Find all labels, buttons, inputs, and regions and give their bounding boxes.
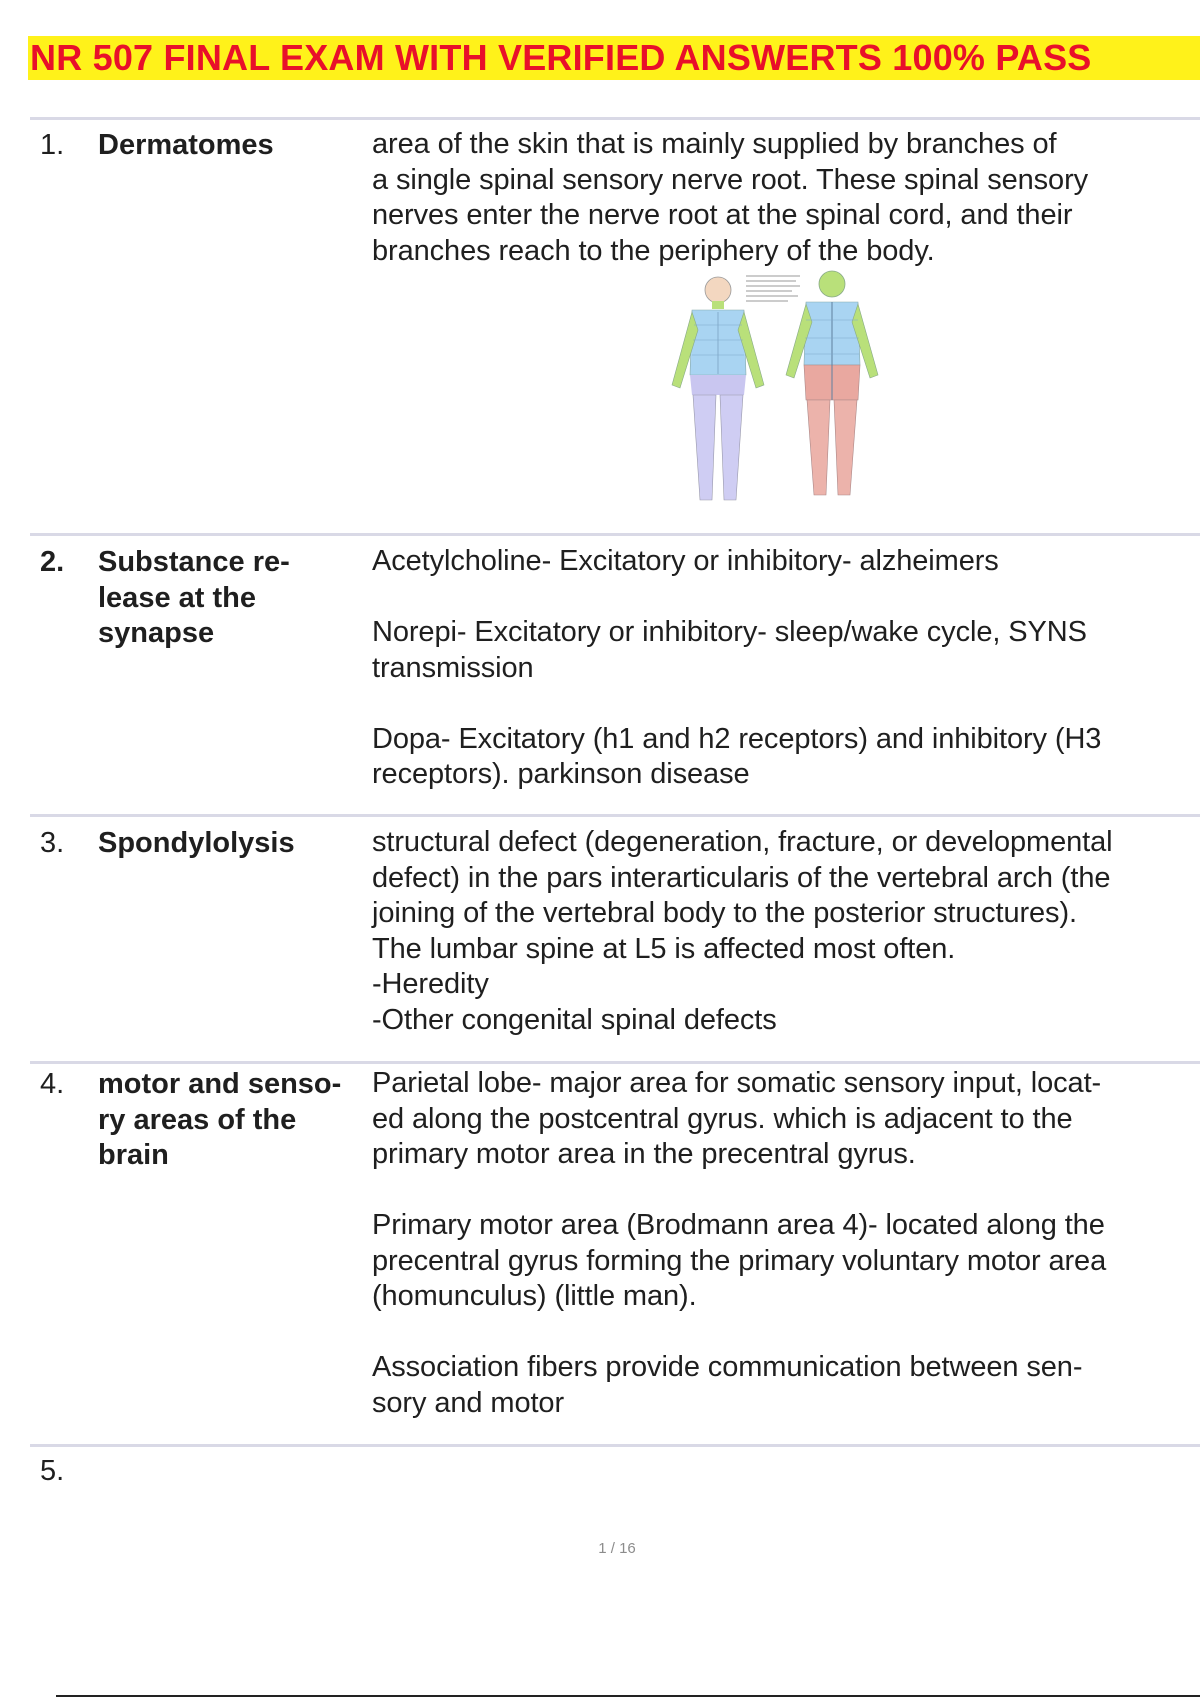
row-divider <box>30 117 1200 120</box>
definition <box>372 544 1200 793</box>
definition-line <box>372 1173 1200 1209</box>
definition-line: ed along the postcentral gyrus. which is adjacent to the <box>372 1102 1073 1135</box>
row-divider <box>30 1444 1200 1447</box>
title-banner <box>28 36 1200 80</box>
term-line: ry areas of the <box>98 1103 297 1136</box>
definition-line: branches reach to the periphery of the body. <box>372 234 935 267</box>
definition-line: defect) in the pars interarticularis of the vertebral arch (the <box>372 861 1111 894</box>
item-number: 4. <box>40 1068 65 1100</box>
definition-line: receptors). parkinson disease <box>372 758 750 790</box>
definition-line: precentral gyrus forming the primary voluntary motor area <box>372 1244 1107 1277</box>
definition-line: sory and motor <box>372 1386 565 1419</box>
page-indicator: 1 / 16 <box>598 1540 636 1557</box>
definition-line: Dopa- Excitatory (h1 and h2 receptors) and inhibitory (H3 <box>372 722 1102 755</box>
definition-line: transmission <box>372 651 534 684</box>
term-line: motor and senso- <box>98 1068 342 1100</box>
dermatome-body-map-icon <box>660 270 900 515</box>
definition-line: -Other congenital spinal defects <box>372 1003 777 1036</box>
front-body-figure <box>672 277 764 500</box>
definition-line: Norepi- Excitatory or inhibitory- sleep/wake cycle, SYNS <box>372 616 1087 648</box>
item-number: 1. <box>40 129 65 161</box>
definition-line <box>372 1315 1200 1351</box>
figure-caption <box>744 272 804 306</box>
definition-line: primary motor area in the precentral gyrus. <box>372 1138 916 1170</box>
term-line: Dermatomes <box>98 129 274 161</box>
definition-line: -Heredity <box>372 968 489 1000</box>
definition-line: Association fibers provide communication between sen- <box>372 1351 1083 1383</box>
item-number: 2. <box>40 546 65 578</box>
term <box>98 1066 370 1173</box>
term-line: Spondylolysis <box>98 827 295 859</box>
definition <box>372 1066 1200 1421</box>
term-line: Substance re- <box>98 546 290 578</box>
definition-line: The lumbar spine at L5 is affected most often. <box>372 932 956 965</box>
definition-line <box>372 686 1200 722</box>
definition-line: Acetylcholine- Excitatory or inhibitory- alzheimers <box>372 545 999 577</box>
term <box>98 825 370 861</box>
term-line: synapse <box>98 617 215 649</box>
term-line: brain <box>98 1139 169 1171</box>
definition-line: joining of the vertebral body to the posterior structures). <box>372 897 1077 929</box>
definition-line: area of the skin that is mainly supplied by branches of <box>372 128 1057 160</box>
definition-line: a single spinal sensory nerve root. These spinal sensory <box>372 163 1089 196</box>
definition-line: (homunculus) (little man). <box>372 1280 697 1312</box>
definition <box>372 127 1200 269</box>
page-bottom-border <box>56 1695 1200 1697</box>
definition-line: nerves enter the nerve root at the spinal cord, and their <box>372 199 1073 231</box>
definition-line <box>372 580 1200 616</box>
definition-line: structural defect (degeneration, fracture, or developmental <box>372 826 1113 858</box>
term <box>98 127 370 163</box>
term <box>98 544 370 651</box>
term-line: lease at the <box>98 581 256 614</box>
row-divider <box>30 533 1200 536</box>
definition-line: Parietal lobe- major area for somatic sensory input, locat- <box>372 1067 1102 1099</box>
row-divider <box>30 814 1200 817</box>
item-number: 5. <box>40 1455 65 1487</box>
document-title: NR 507 FINAL EXAM WITH VERIFIED ANSWERTS 100% PASS <box>30 37 1092 78</box>
definition <box>372 825 1200 1038</box>
definition-line: Primary motor area (Brodmann area 4)- located along the <box>372 1209 1105 1241</box>
row-divider <box>30 1061 1200 1064</box>
item-number: 3. <box>40 827 65 859</box>
